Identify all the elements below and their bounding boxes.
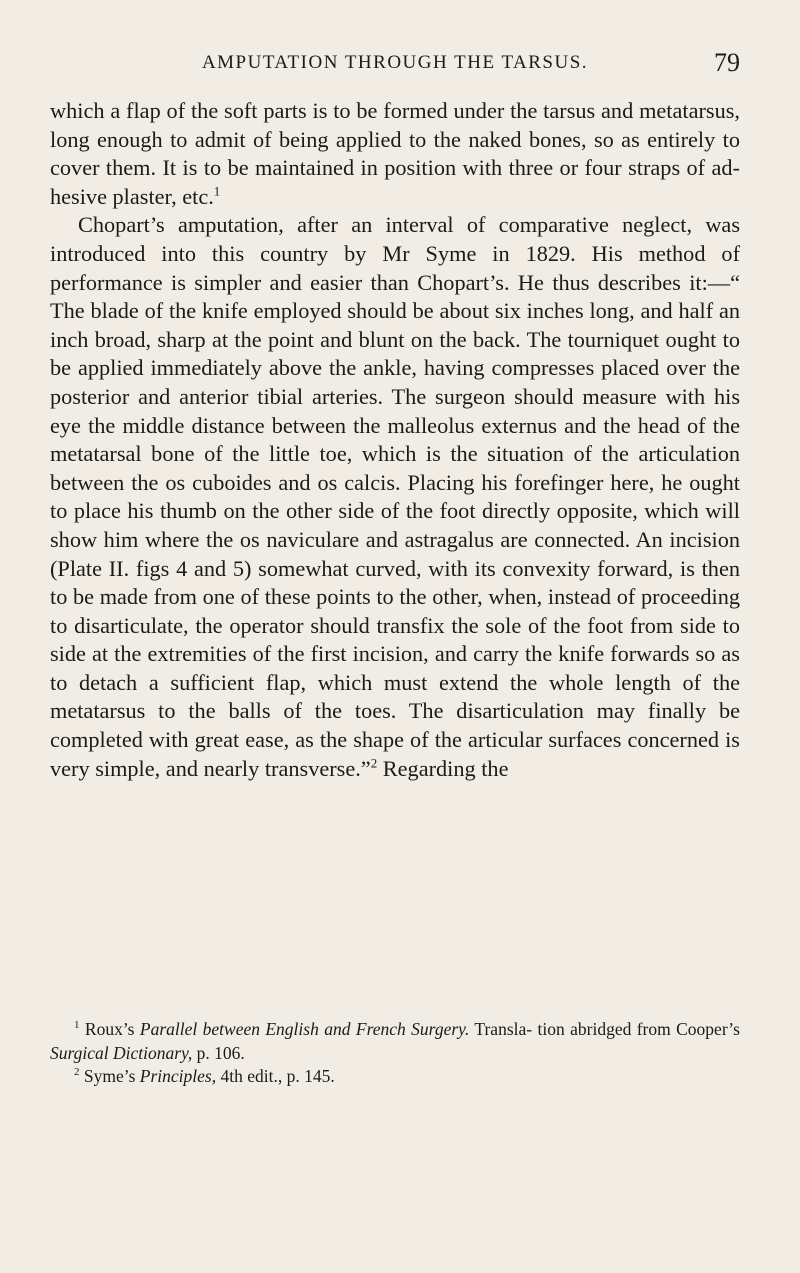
running-head — [50, 48, 740, 82]
footnote-2-mark: 2 — [74, 1066, 80, 1079]
footnote-2-pre: Syme’s — [79, 1066, 140, 1086]
footnote-2 — [50, 1065, 740, 1089]
footnote-1-title: Parallel between English and French Surgery. — [139, 1019, 470, 1039]
page-number: 79 — [714, 48, 740, 77]
paragraph-1-text: which a flap of the soft parts is to be formed under the tarsus and metatarsus, long enough to admit of being applied to the naked bones, so as entirely to cover them. It is to be maintained in position with three or four straps of ad- hesive plaster, etc. — [50, 98, 740, 209]
footnote-1-pre: Roux’s — [79, 1019, 140, 1039]
footnote-1-title2: Surgical Dictionary, — [50, 1042, 193, 1063]
footnote-1-post: p. 106. — [192, 1042, 245, 1063]
footnote-ref-2: 2 — [370, 755, 378, 771]
footnote-1 — [50, 1018, 740, 1065]
footnote-2-title: Principles, — [139, 1066, 217, 1086]
footnotes — [50, 1018, 740, 1089]
paragraph-2-text: Chopart’s amputation, after an interval of comparative neglect, was introduced into this country by Mr Syme in 1829. His method of performance is simpler and easier than Chopart’s. He thus describes it:—“ The blade of the knife employed should be about six inches long, and half an inch broad, sharp at the point and blunt on the back. The tourniquet ought to be applied immediately above the ankle, having compresses placed over the posterior and anterior tibial arteries. The surgeon should measure with his eye the middle distance between the malleolus externus and the head of the metatarsal bone of the little toe, which is the situation of the articulation between the os cuboides and os calcis. Placing his forefinger here, he ought to place his thumb on the other side of the foot directly opposite, which will show him where the os naviculare and astragalus are connected. An incision (Plate II. figs 4 and 5) somewhat curved, with its convexity forward, is then to be made from one of these points to the other, when, instead of proceeding to disarticulate, the operator should transfix the sole of the foot from side to side at the extremities of the first incision, and carry the knife forwards so as to detach a sufficient flap, which must extend the whole length of the metatarsus to the balls of the toes. The disarticulation may finally be completed with great ease, as the shape of the articular surfaces concerned is very simple, and nearly transverse.” — [50, 212, 740, 781]
paragraph-2-continuation: Regarding the — [377, 755, 509, 781]
footnote-ref-1: 1 — [213, 183, 221, 199]
running-title: AMPUTATION THROUGH THE TARSUS. — [201, 52, 589, 73]
paragraph-2 — [50, 211, 740, 783]
footnote-1-mark: 1 — [74, 1019, 80, 1032]
footnote-2-post: 4th edit., p. 145. — [216, 1066, 335, 1086]
body-text — [50, 97, 740, 783]
paragraph-1 — [50, 97, 740, 211]
footnote-1-mid: Transla- tion abridged from Cooper’s — [469, 1019, 740, 1039]
